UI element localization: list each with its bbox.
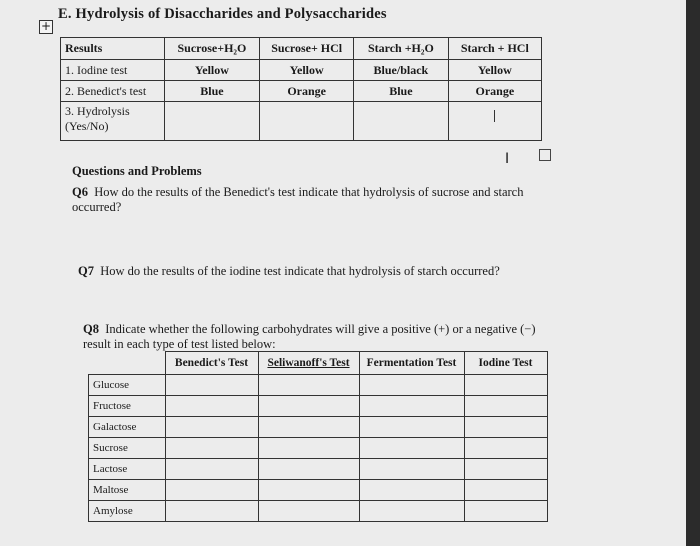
question-number: Q8	[83, 322, 99, 336]
answer-cell[interactable]	[258, 417, 359, 438]
row-label: Glucose	[89, 375, 166, 396]
answer-cell[interactable]	[464, 375, 547, 396]
result-cell[interactable]	[164, 102, 260, 141]
question-number: Q7	[78, 264, 94, 278]
answer-cell[interactable]	[359, 438, 464, 459]
result-cell[interactable]	[448, 102, 541, 141]
header-cell: Sucrose+H₂O	[164, 38, 260, 60]
header-cell: Starch + HCl	[448, 38, 541, 60]
row-label: Amylose	[89, 501, 166, 522]
header-cell: Fermentation Test	[359, 352, 464, 375]
header-cell: Benedict's Test	[165, 352, 258, 375]
result-cell[interactable]: Yellow	[164, 60, 260, 81]
result-cell[interactable]: Blue	[164, 81, 260, 102]
results-table	[60, 37, 542, 141]
answer-cell[interactable]	[258, 480, 359, 501]
header-cell: Seliwanoff's Test	[258, 352, 359, 375]
answer-cell[interactable]	[165, 375, 258, 396]
answer-cell[interactable]	[165, 459, 258, 480]
result-cell[interactable]	[354, 102, 449, 141]
answer-cell[interactable]	[258, 501, 359, 522]
answer-cell[interactable]	[258, 396, 359, 417]
answer-cell[interactable]	[165, 438, 258, 459]
questions-heading: Questions and Problems	[72, 164, 202, 178]
row-label: Galactose	[89, 417, 166, 438]
question-6	[72, 185, 542, 215]
answer-cell[interactable]	[464, 438, 547, 459]
answer-cell[interactable]	[464, 480, 547, 501]
answer-cell[interactable]	[359, 375, 464, 396]
table-row	[89, 438, 548, 459]
header-cell	[89, 352, 166, 375]
answer-cell[interactable]	[258, 375, 359, 396]
text-cursor-icon	[494, 110, 495, 122]
question-number: Q6	[72, 185, 88, 199]
table-row	[89, 501, 548, 522]
table-row	[61, 102, 542, 141]
header-cell: Results	[61, 38, 165, 60]
answer-cell[interactable]	[165, 501, 258, 522]
row-label: 1. Iodine test	[61, 60, 165, 81]
carbohydrate-test-table	[88, 351, 548, 522]
result-cell[interactable]: Blue/black	[354, 60, 449, 81]
move-handle-icon[interactable]: +	[40, 19, 52, 33]
result-cell[interactable]: Yellow	[448, 60, 541, 81]
table-row	[61, 60, 542, 81]
row-label: Lactose	[89, 459, 166, 480]
row-label: 2. Benedict's test	[61, 81, 165, 102]
answer-cell[interactable]	[359, 501, 464, 522]
header-cell: Starch +H₂O	[354, 38, 449, 60]
result-cell[interactable]: Blue	[354, 81, 449, 102]
question-8	[83, 322, 543, 352]
answer-cell[interactable]	[165, 417, 258, 438]
answer-cell[interactable]	[464, 501, 547, 522]
answer-cell[interactable]	[359, 459, 464, 480]
row-label: Maltose	[89, 480, 166, 501]
table-row	[89, 396, 548, 417]
row-label: Fructose	[89, 396, 166, 417]
answer-cell[interactable]	[359, 396, 464, 417]
result-cell[interactable]	[260, 102, 354, 141]
answer-cell[interactable]	[359, 417, 464, 438]
question-text: How do the results of the Benedict's test indicate that hydrolysis of sucrose and starch occurred?	[72, 185, 524, 214]
answer-cell[interactable]	[258, 438, 359, 459]
table-row	[89, 417, 548, 438]
table-row	[89, 375, 548, 396]
result-cell[interactable]: Orange	[448, 81, 541, 102]
answer-cell[interactable]	[258, 459, 359, 480]
table-row	[89, 459, 548, 480]
table-header-row	[89, 352, 548, 375]
answer-cell[interactable]	[464, 417, 547, 438]
answer-cell[interactable]	[359, 480, 464, 501]
table-header-row	[61, 38, 542, 60]
answer-cell[interactable]	[165, 480, 258, 501]
table-row	[89, 480, 548, 501]
answer-cell[interactable]	[464, 396, 547, 417]
header-cell: Sucrose+ HCl	[260, 38, 354, 60]
row-label: Sucrose	[89, 438, 166, 459]
result-cell[interactable]: Orange	[260, 81, 354, 102]
question-text: Indicate whether the following carbohydrates will give a positive (+) or a negative (−) result in each type of test listed below:	[83, 322, 536, 351]
section-title: E. Hydrolysis of Disaccharides and Polysaccharides	[58, 6, 387, 22]
row-label: 3. Hydrolysis (Yes/No)	[61, 102, 165, 141]
table-row	[61, 81, 542, 102]
result-cell[interactable]: Yellow	[260, 60, 354, 81]
header-cell: Iodine Test	[464, 352, 547, 375]
checkbox-icon[interactable]	[539, 149, 551, 161]
question-text: How do the results of the iodine test indicate that hydrolysis of starch occurred?	[100, 264, 500, 278]
answer-cell[interactable]	[464, 459, 547, 480]
question-7	[78, 264, 548, 279]
answer-cell[interactable]	[165, 396, 258, 417]
ibeam-cursor-icon: I	[505, 151, 510, 167]
